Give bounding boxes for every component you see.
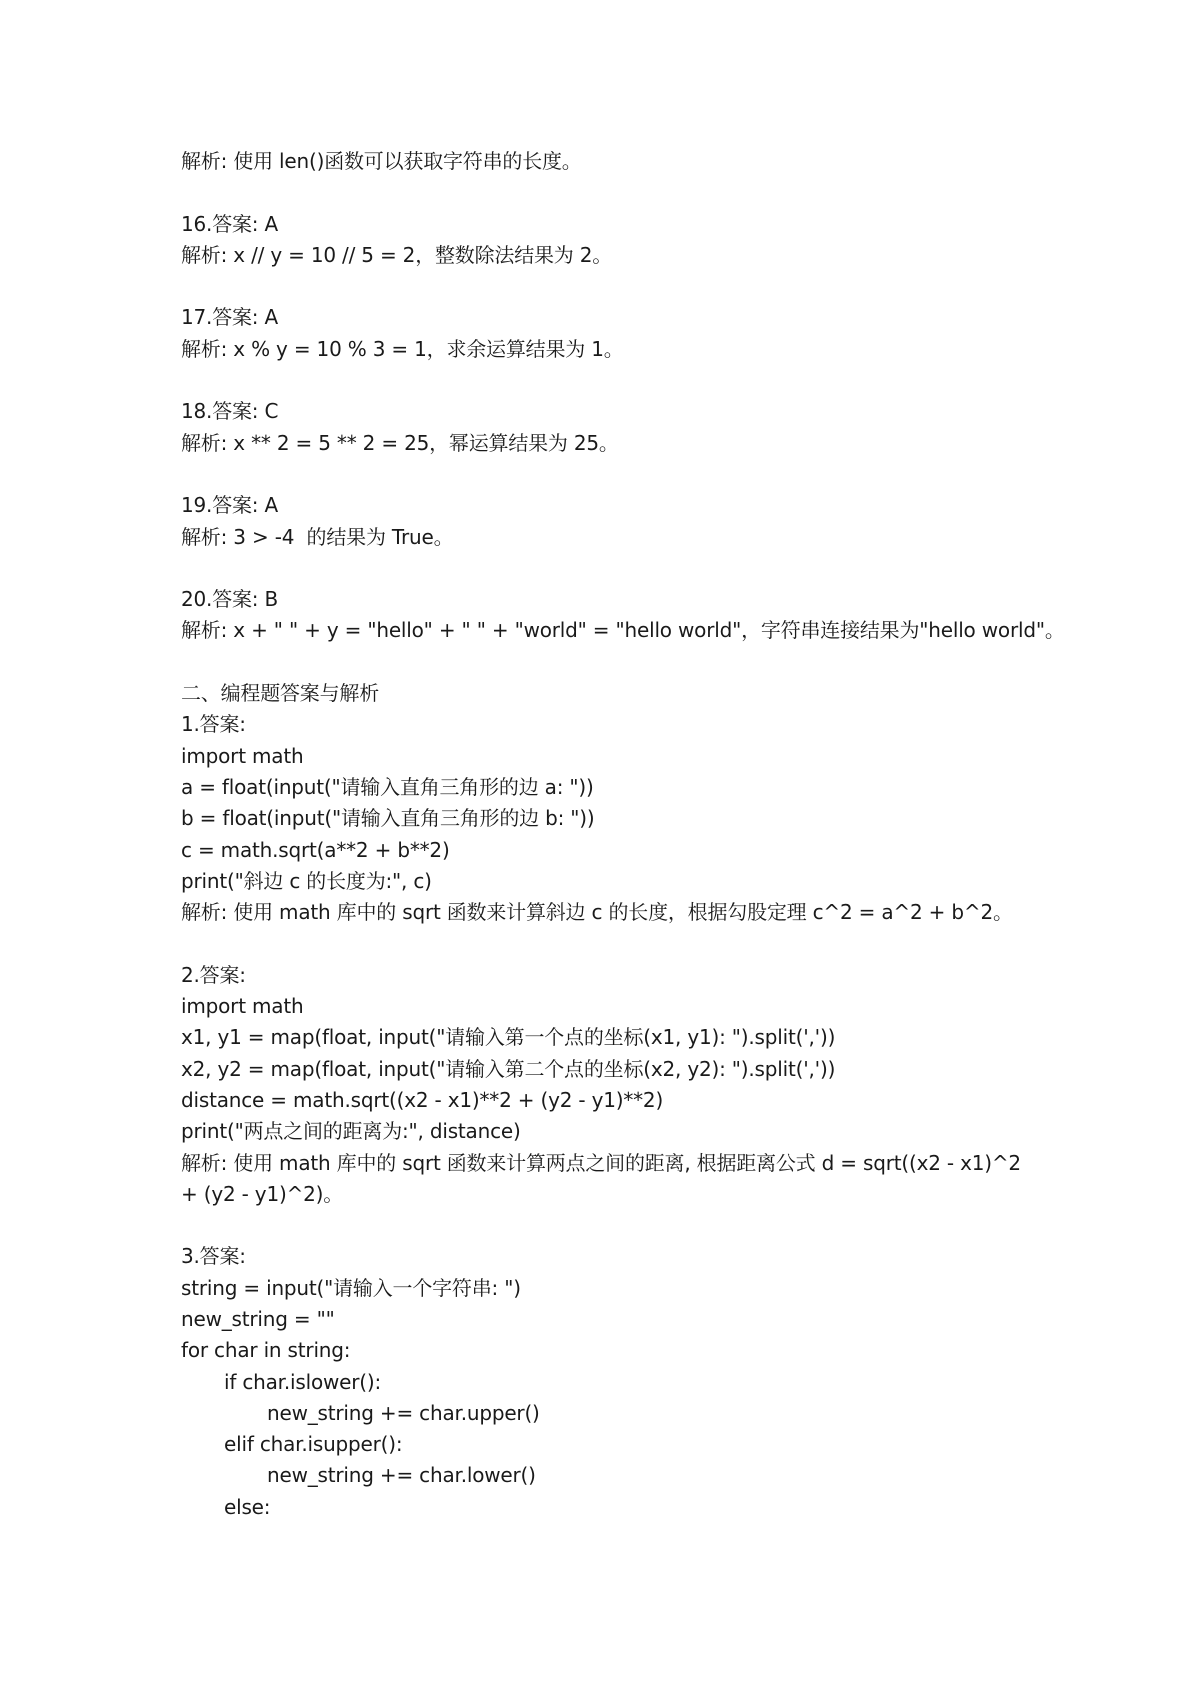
code-line: b = float(input("请输入直角三角形的边 b: ")) [181,806,595,831]
answer-heading: 17.答案: A [181,305,278,330]
answer-heading: 1.答案: [181,712,246,737]
code-line: string = input("请输入一个字符串: ") [181,1275,521,1300]
code-line: distance = math.sqrt((x2 - x1)**2 + (y2 - y1)**2) [181,1087,664,1112]
code-line: print("斜边 c 的长度为:", c) [181,868,432,893]
code-line: a = float(input("请输入直角三角形的边 a: ")) [181,774,594,799]
code-line: if char.islower(): [224,1369,382,1394]
blank-line [181,459,1061,490]
answer-heading: 18.答案: C [181,399,279,424]
code-line: print("两点之间的距离为:", distance) [181,1119,521,1144]
blank-line [181,365,1061,396]
blank-line [181,553,1061,584]
blank-line [181,271,1061,302]
code-line: new_string = "" [181,1306,335,1331]
blank-line [181,1210,1061,1241]
explanation-line: 解析: 使用 math 库中的 sqrt 函数来计算两点之间的距离, 根据距离公式 d = sqrt((x2 - x1)^2 [181,1150,1021,1175]
explanation-line: + (y2 - y1)^2)。 [181,1181,344,1206]
explanation-line: 解析: x % y = 10 % 3 = 1，求余运算结果为 1。 [181,336,624,361]
answer-heading: 3.答案: [181,1244,246,1269]
code-line: import math [181,743,304,768]
code-line: for char in string: [181,1338,351,1363]
section-heading: 二、编程题答案与解析 [181,681,379,706]
document-body [181,146,1065,1523]
blank-line [181,647,1061,678]
answer-heading: 16.答案: A [181,211,278,236]
answer-heading: 19.答案: A [181,493,278,518]
code-line: c = math.sqrt(a**2 + b**2) [181,837,450,862]
code-line: x2, y2 = map(float, input("请输入第二个点的坐标(x2, y2): ").split(',')) [181,1056,836,1081]
explanation-line: 解析: 使用 math 库中的 sqrt 函数来计算斜边 c 的长度，根据勾股定理 c^2 = a^2 + b^2。 [181,900,1013,925]
explanation-line: 解析: x // y = 10 // 5 = 2，整数除法结果为 2。 [181,242,613,267]
blank-line [181,928,1061,959]
answer-heading: 20.答案: B [181,587,279,612]
code-line: new_string += char.lower() [267,1463,536,1488]
code-line: x1, y1 = map(float, input("请输入第一个点的坐标(x1, y1): ").split(',')) [181,1025,836,1050]
blank-line [181,177,1061,208]
answer-heading: 2.答案: [181,962,246,987]
code-line: import math [181,994,304,1019]
explanation-line: 解析: x ** 2 = 5 ** 2 = 25，幂运算结果为 25。 [181,430,619,455]
code-line: elif char.isupper(): [224,1432,403,1457]
code-line: new_string += char.upper() [267,1400,540,1425]
explanation-line: 解析: x + " " + y = "hello" + " " + "world" = "hello world"，字符串连接结果为"hello world"。 [181,618,1065,643]
code-line: else: [224,1494,271,1519]
explanation-line: 解析: 3 > -4 的结果为 True。 [181,524,454,549]
text-line: 解析: 使用 len()函数可以获取字符串的长度。 [181,149,582,173]
